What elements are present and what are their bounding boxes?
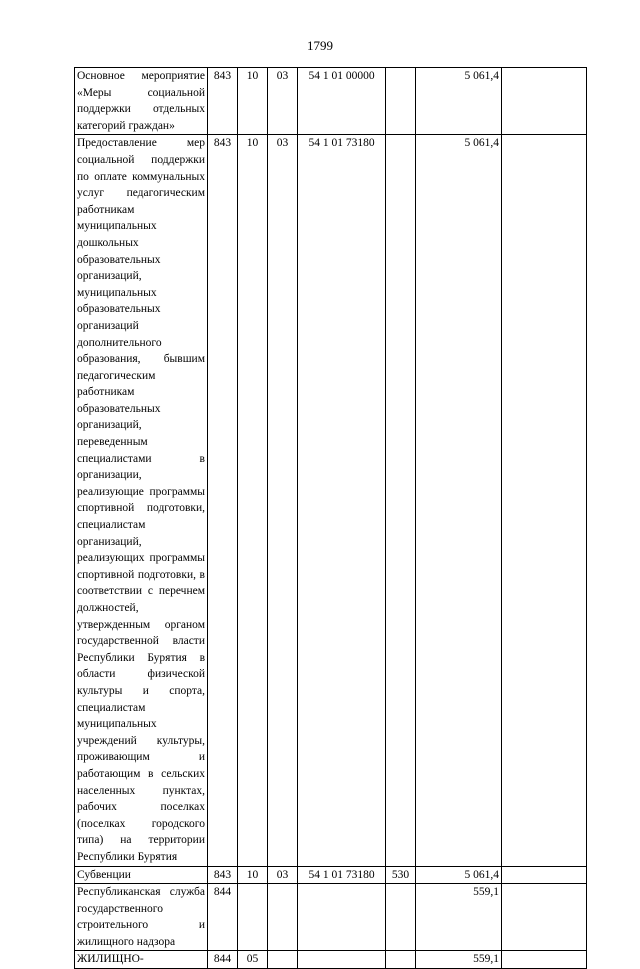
- subsection-code: 03: [268, 135, 298, 866]
- amount: 5 061,4: [416, 68, 502, 135]
- section-code: 10: [238, 68, 268, 135]
- budget-table: [74, 67, 587, 969]
- section-code: 10: [238, 866, 268, 884]
- target-article-code: [298, 951, 386, 969]
- expense-type-code: 530: [386, 866, 416, 884]
- section-code: 05: [238, 951, 268, 969]
- extra-cell: [502, 68, 587, 135]
- grbs-code: 844: [208, 951, 238, 969]
- amount: 559,1: [416, 951, 502, 969]
- row-name: Субвенции: [75, 866, 208, 884]
- table-row: [75, 884, 587, 951]
- extra-cell: [502, 866, 587, 884]
- expense-type-code: [386, 68, 416, 135]
- table-row: [75, 68, 587, 135]
- grbs-code: 843: [208, 866, 238, 884]
- target-article-code: [298, 884, 386, 951]
- extra-cell: [502, 135, 587, 866]
- target-article-code: 54 1 01 73180: [298, 135, 386, 866]
- row-name: ЖИЛИЩНО-: [75, 951, 208, 969]
- expense-type-code: [386, 135, 416, 866]
- table-row: [75, 135, 587, 866]
- amount: 559,1: [416, 884, 502, 951]
- extra-cell: [502, 951, 587, 969]
- expense-type-code: [386, 884, 416, 951]
- subsection-code: 03: [268, 866, 298, 884]
- amount: 5 061,4: [416, 866, 502, 884]
- grbs-code: 843: [208, 68, 238, 135]
- target-article-code: 54 1 01 73180: [298, 866, 386, 884]
- section-code: 10: [238, 135, 268, 866]
- grbs-code: 844: [208, 884, 238, 951]
- target-article-code: 54 1 01 00000: [298, 68, 386, 135]
- expense-type-code: [386, 951, 416, 969]
- page-number: 1799: [307, 38, 333, 53]
- row-name: Предоставление мер социальной поддержки по оплате коммунальных услуг педагогическим работникам муниципальных дошкольных образовательных организаций, муниципальных образовательных организаций дополнительного образования, бывшим педагогическим работникам образовательных организаций, переведенным специалистами в организации, реализующие программы спортивной подготовки, специалистам организаций, реализующих программы спортивной подготовки, в соответствии с перечнем должностей, утвержденным органом государственной власти Республики Бурятия в области физической культуры и спорта, специалистам муниципальных учреждений культуры, проживающим и работающим в сельских населенных пунктах, рабочих поселках (поселках городского типа) на территории Республики Бурятия: [75, 135, 208, 866]
- table-row: [75, 866, 587, 884]
- subsection-code: 03: [268, 68, 298, 135]
- row-name: Основное мероприятие «Меры социальной поддержки отдельных категорий граждан»: [75, 68, 208, 135]
- grbs-code: 843: [208, 135, 238, 866]
- subsection-code: [268, 884, 298, 951]
- section-code: [238, 884, 268, 951]
- subsection-code: [268, 951, 298, 969]
- extra-cell: [502, 884, 587, 951]
- amount: 5 061,4: [416, 135, 502, 866]
- table-row: [75, 951, 587, 969]
- row-name: Республиканская служба государственного строительного и жилищного надзора: [75, 884, 208, 951]
